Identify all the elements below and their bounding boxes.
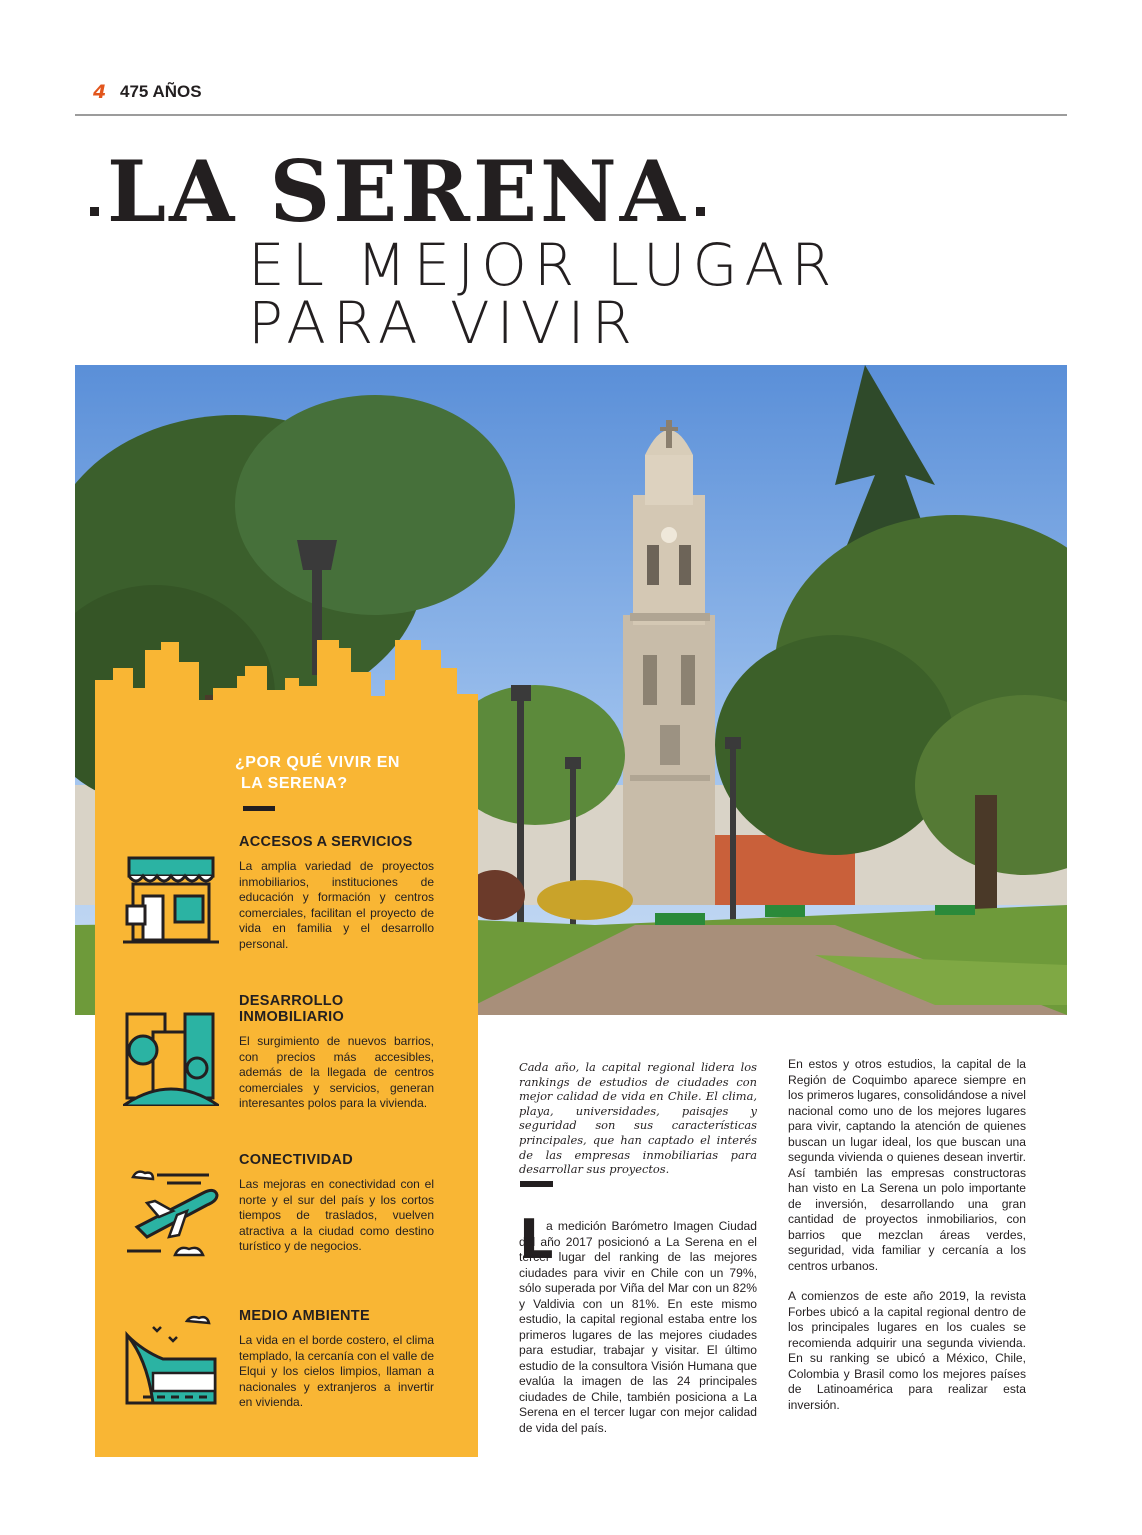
sidebar-heading xyxy=(235,752,445,794)
article-paragraph-1: a medición Barómetro Imagen Ciudad del año 2017 posicionó a La Serena en el tercer lugar del ranking de las mejores ciudades para vivir en Chile con un 79%, sólo superada por Viña del Mar con un 82% y Valdivia con un 81%. En este mismo estudio, la capital regional estaba entre los primeros lugares de las mejores ciudades para estudiar, trabajar y visitar. El último estudio de la consultora Visión Humana que evalúa la imagen de las 24 principales ciudades de Chile, también posiciona a La Serena en el tercer lugar con mejor calidad de vida del país. xyxy=(519,1219,757,1435)
city-skyline-silhouette xyxy=(95,640,478,740)
airplane-icon xyxy=(123,1165,219,1261)
sidebar-panel xyxy=(95,740,478,1457)
headline-text: LA SERENA xyxy=(107,142,688,241)
feature-services xyxy=(239,834,434,953)
feature-connectivity xyxy=(239,1152,434,1255)
article-column-2 xyxy=(788,1057,1026,1428)
feature-text: El surgimiento de nuevos barrios, con precios más accesibles, además de la llegada de centros comerciales y servicios, generan interesantes polos para la vivienda. xyxy=(239,1034,434,1111)
feature-development xyxy=(239,993,434,1112)
feature-text: La vida en el borde costero, el clima templado, la cercanía con el valle de Elqui y los cielos limpios, llaman a nacionales y extranjeros a invertir en vivienda. xyxy=(239,1333,434,1410)
page-header xyxy=(75,78,1067,116)
page-number: 4 xyxy=(93,81,107,103)
feature-title: MEDIO AMBIENTE xyxy=(239,1308,370,1324)
feature-title: DESARROLLO INMOBILIARIO xyxy=(239,993,345,1025)
title-dot-left xyxy=(90,207,99,216)
title-dot-right xyxy=(696,207,705,216)
feature-title: CONECTIVIDAD xyxy=(239,1152,353,1168)
sidebar-heading-line2: LA SERENA? xyxy=(241,775,348,792)
sidebar-heading-line1: ¿POR QUÉ VIVIR EN xyxy=(235,754,400,771)
buildings-icon xyxy=(123,1010,219,1106)
feature-text: Las mejoras en conectividad con el norte y el sur del país y los cortos tiempos de traslados, vuelven atractiva a la ciudad como destino turístico y de negocios. xyxy=(239,1177,434,1254)
article-paragraph-3: A comienzos de este año 2019, la revista Forbes ubicó a la capital regional dentro de los principales lugares en los cuales se recomienda adquirir una segunda vivienda. En su ranking se ubicó a México, Chile, Colombia y Brasil como los mejores países de Latinoamérica para realizar esta inversión. xyxy=(788,1289,1026,1412)
storefront-icon xyxy=(123,850,219,946)
lead-rule xyxy=(520,1181,553,1187)
article-paragraph-2: En estos y otros estudios, la capital de la Región de Coquimbo aparece siempre en los primeros lugares, consolidándose a nivel nacional como uno de los mejores lugares para vivir, captando la atención de quienes buscan un lugar ideal, los que buscan una segunda vivienda o quienes desean invertir. Así también las empresas constructoras han visto en La Serena un polo importante de inversión, desarrollando una gran cantidad de proyectos inmobiliarios, con barrios que mezclan áreas verdes, seguridad, vida familiar y cercanía a los centros urbanos. xyxy=(788,1057,1026,1273)
sidebar-heading-rule xyxy=(243,806,275,811)
subheadline: EL MEJOR LUGAR PARA VIVIR xyxy=(248,231,839,357)
article-column-1 xyxy=(519,1208,757,1451)
feature-environment xyxy=(239,1308,434,1411)
article-lead: Cada año, la capital regional lidera los rankings de estudios de ciudades con mejor calidad de vida en Chile. El clima, playa, universidades, paisajes y seguridad son sus características principales, que han captado el interés de las empresas inmobiliarias para desarrollar sus proyectos. xyxy=(519,1060,757,1177)
feature-text: La amplia variedad de proyectos inmobiliarios, instituciones de educación y formación y centros comerciales, facilitan el proyecto de vida en familia y el desarrollo personal. xyxy=(239,859,434,951)
headline xyxy=(82,142,713,241)
coast-icon xyxy=(123,1315,219,1411)
drop-cap: L xyxy=(519,1208,554,1271)
section-label: 475 AÑOS xyxy=(120,82,202,101)
feature-title: ACCESOS A SERVICIOS xyxy=(239,834,413,850)
